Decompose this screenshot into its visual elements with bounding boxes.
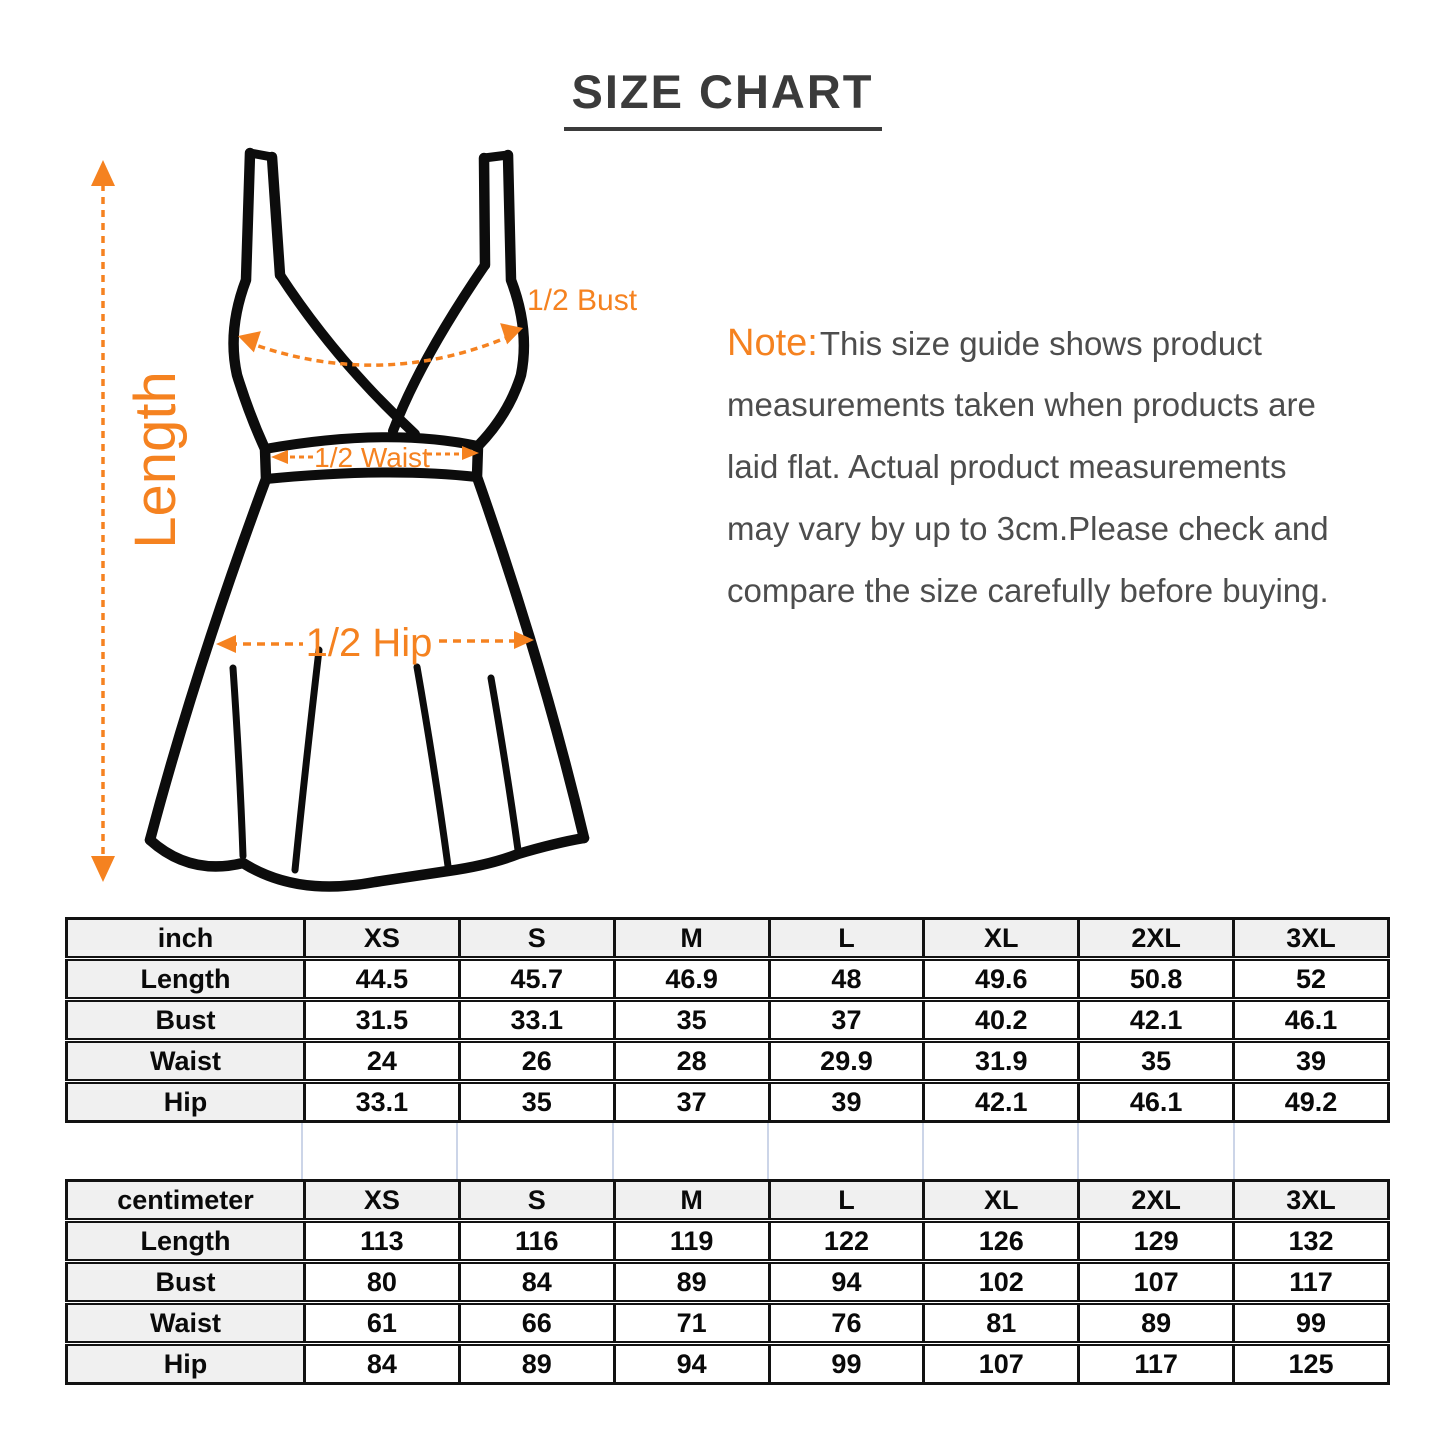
unit-header-cell: centimeter [67,1181,305,1221]
size-table-centimeter [65,1179,1390,1385]
measurement-row [67,1082,1389,1122]
size-header-cell: M [614,919,769,959]
value-cell: 89 [459,1344,614,1384]
size-header-cell: 2XL [1079,919,1234,959]
value-cell: 42.1 [924,1082,1079,1122]
gap-gridline [769,1123,924,1179]
value-cell: 37 [614,1082,769,1122]
bust-label: 1/2 Bust [527,284,638,317]
value-cell: 49.6 [924,959,1079,1000]
waistband-bottom [266,472,477,479]
right-neckline [393,265,485,431]
value-cell: 44.5 [305,959,460,1000]
row-label-cell: Hip [67,1082,305,1122]
measurement-row [67,1303,1389,1344]
gap-gridline [924,1123,1079,1179]
value-cell: 122 [769,1221,924,1262]
gap-gridline [65,1123,303,1179]
note-line [727,312,1427,374]
value-cell: 117 [1079,1344,1234,1384]
length-arrow [91,160,115,882]
value-cell: 116 [459,1221,614,1262]
value-cell: 71 [614,1303,769,1344]
size-header-cell: S [459,919,614,959]
value-cell: 29.9 [769,1041,924,1082]
value-cell: 94 [769,1262,924,1303]
value-cell: 49.2 [1234,1082,1389,1122]
page-title: SIZE CHART [564,64,882,131]
value-cell: 52 [1234,959,1389,1000]
value-cell: 99 [769,1344,924,1384]
value-cell: 24 [305,1041,460,1082]
value-cell: 31.9 [924,1041,1079,1082]
value-cell: 61 [305,1303,460,1344]
size-header-cell: 3XL [1234,1181,1389,1221]
value-cell: 107 [1079,1262,1234,1303]
value-cell: 46.1 [1079,1082,1234,1122]
value-cell: 35 [459,1082,614,1122]
row-label-cell: Bust [67,1262,305,1303]
value-cell: 84 [459,1262,614,1303]
size-table-header-row [67,919,1389,959]
note-block [727,312,1427,622]
dress-sketch-svg [75,130,715,920]
gap-gridline [614,1123,769,1179]
note-label: Note: [727,322,818,364]
size-header-cell: XL [924,919,1079,959]
skirt-pleats [233,650,518,870]
value-cell: 80 [305,1262,460,1303]
arrowhead-up-icon [91,160,115,186]
value-cell: 33.1 [305,1082,460,1122]
value-cell: 125 [1234,1344,1389,1384]
measurement-row [67,1344,1389,1384]
measurement-row [67,1000,1389,1041]
value-cell: 81 [924,1303,1079,1344]
gap-gridline [303,1123,458,1179]
size-header-cell: S [459,1181,614,1221]
hip-label: 1/2 Hip [305,621,433,665]
unit-header-cell: inch [67,919,305,959]
size-header-cell: L [769,1181,924,1221]
value-cell: 99 [1234,1303,1389,1344]
size-header-cell: L [769,919,924,959]
size-tables [65,917,1390,1385]
value-cell: 33.1 [459,1000,614,1041]
value-cell: 89 [614,1262,769,1303]
value-cell: 37 [769,1000,924,1041]
bust-arrow [236,320,525,365]
size-header-cell: XL [924,1181,1079,1221]
value-cell: 39 [1234,1041,1389,1082]
measurement-row [67,1041,1389,1082]
left-neckline [280,275,415,434]
arrowhead-left-icon [216,635,236,653]
value-cell: 31.5 [305,1000,460,1041]
value-cell: 119 [614,1221,769,1262]
value-cell: 28 [614,1041,769,1082]
dress-outline [150,153,584,887]
arrowhead-left-icon [236,328,261,353]
value-cell: 46.1 [1234,1000,1389,1041]
value-cell: 84 [305,1344,460,1384]
value-cell: 113 [305,1221,460,1262]
note-line-text: This size guide shows product [819,325,1262,362]
gap-gridline [458,1123,613,1179]
value-cell: 117 [1234,1262,1389,1303]
size-header-cell: 3XL [1234,919,1389,959]
value-cell: 132 [1234,1221,1389,1262]
value-cell: 126 [924,1221,1079,1262]
length-label: Length [123,371,188,549]
table-gap-gridlines [65,1123,1390,1179]
value-cell: 66 [459,1303,614,1344]
size-table-header-row [67,1181,1389,1221]
row-label-cell: Length [67,959,305,1000]
value-cell: 45.7 [459,959,614,1000]
gap-gridline [1079,1123,1234,1179]
size-header-cell: XS [305,1181,460,1221]
measurement-row [67,959,1389,1000]
measurement-row [67,1262,1389,1303]
value-cell: 129 [1079,1221,1234,1262]
row-label-cell: Bust [67,1000,305,1041]
value-cell: 46.9 [614,959,769,1000]
dress-diagram [75,130,715,920]
size-header-cell: XS [305,919,460,959]
value-cell: 76 [769,1303,924,1344]
value-cell: 107 [924,1344,1079,1384]
gap-gridline [1235,1123,1390,1179]
note-line: compare the size carefully before buying. [727,572,1329,609]
value-cell: 35 [1079,1041,1234,1082]
row-label-cell: Hip [67,1344,305,1384]
value-cell: 40.2 [924,1000,1079,1041]
note-line: may vary by up to 3cm.Please check and [727,510,1329,547]
value-cell: 35 [614,1000,769,1041]
value-cell: 26 [459,1041,614,1082]
value-cell: 42.1 [1079,1000,1234,1041]
value-cell: 94 [614,1344,769,1384]
value-cell: 50.8 [1079,959,1234,1000]
measurement-row [67,1221,1389,1262]
value-cell: 89 [1079,1303,1234,1344]
note-line: measurements taken when products are [727,386,1316,423]
size-header-cell: 2XL [1079,1181,1234,1221]
size-table-inch [65,917,1390,1123]
arrowhead-down-icon [91,856,115,882]
value-cell: 39 [769,1082,924,1122]
value-cell: 102 [924,1262,1079,1303]
row-label-cell: Length [67,1221,305,1262]
note-line: laid flat. Actual product measurements [727,448,1287,485]
waist-label: 1/2 Waist [314,442,430,473]
size-header-cell: M [614,1181,769,1221]
value-cell: 48 [769,959,924,1000]
row-label-cell: Waist [67,1303,305,1344]
row-label-cell: Waist [67,1041,305,1082]
